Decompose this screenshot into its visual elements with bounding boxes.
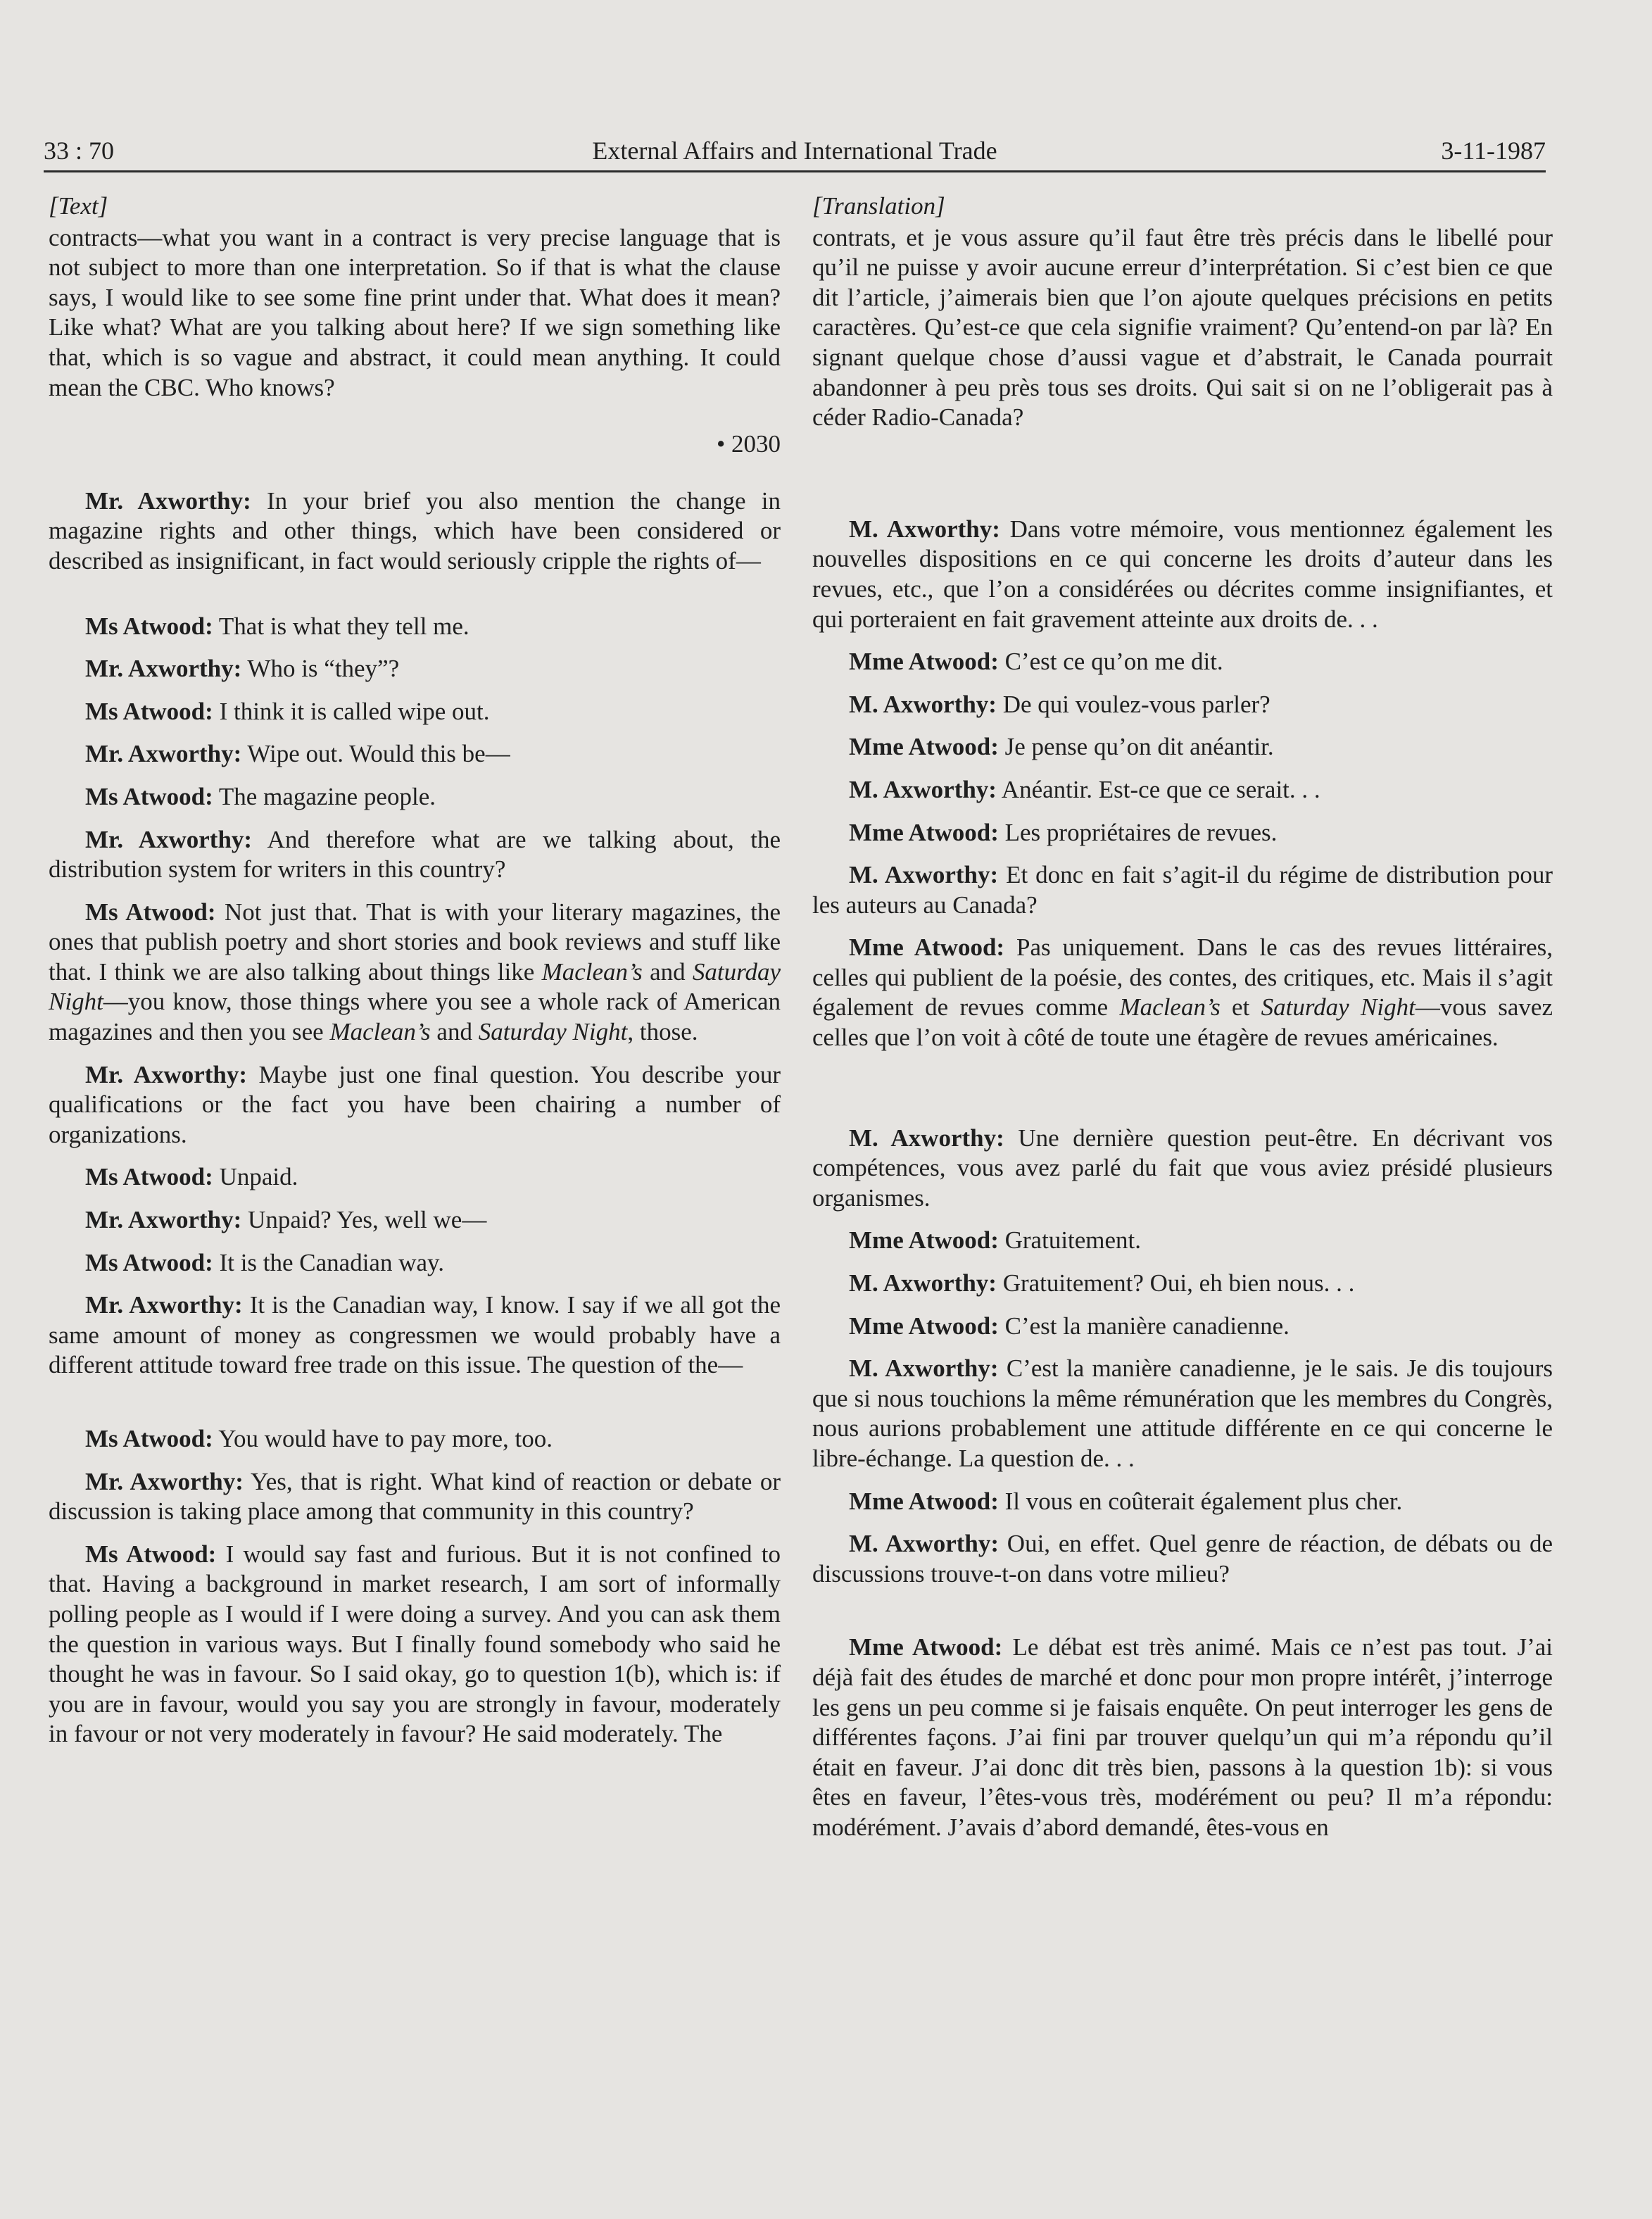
running-header bbox=[44, 134, 1546, 176]
speech-text: Wipe out. Would this be— bbox=[241, 740, 510, 768]
speech-text: Yes, that is right. What kind of reaction or debate or discussion is taking place among that community in this country? bbox=[49, 1467, 781, 1526]
speech-text: and bbox=[430, 1018, 479, 1046]
speech-text: I think it is called wipe out. bbox=[213, 697, 490, 725]
speech-axworthy bbox=[49, 654, 781, 684]
speech-axworthy bbox=[812, 1529, 1553, 1589]
speech-axworthy bbox=[49, 1060, 781, 1150]
speaker-label: Mr. Axworthy: bbox=[85, 1060, 248, 1088]
speech-text: Not just that. That is with your literary magazines, the ones that publish poetry and short stories and book reviews and stuff like that. I think we are also talking about things like bbox=[49, 898, 781, 986]
speech-text: It is the Canadian way, I know. I say if we all got the same amount of money as congressmen we would probably have a different attitude toward free trade on this issue. The question of the— bbox=[49, 1291, 781, 1379]
speaker-label: Mr. Axworthy: bbox=[85, 825, 253, 853]
speech-atwood bbox=[812, 1312, 1553, 1342]
document-date: 3-11-1987 bbox=[1441, 137, 1546, 165]
speaker-label: Mr. Axworthy: bbox=[85, 486, 251, 515]
speech-atwood bbox=[49, 1540, 781, 1749]
speech-text: Unpaid? Yes, well we— bbox=[241, 1206, 487, 1234]
speech-text: et bbox=[1220, 993, 1261, 1022]
speaker-label: M. Axworthy: bbox=[849, 515, 1000, 543]
speech-axworthy bbox=[812, 860, 1553, 920]
speaker-label: Mme Atwood: bbox=[849, 1312, 999, 1340]
speaker-label: Mme Atwood: bbox=[849, 1487, 999, 1515]
translation-marker: [Translation] bbox=[812, 192, 945, 220]
speech-axworthy bbox=[812, 1269, 1553, 1299]
speech-text: Who is “they”? bbox=[241, 655, 400, 683]
speech-text: Anéantir. Est-ce que ce serait. . . bbox=[996, 775, 1320, 803]
magazine-title: Maclean’s bbox=[329, 1018, 431, 1046]
speech-atwood bbox=[49, 697, 781, 727]
speaker-label: Ms Atwood: bbox=[85, 1425, 213, 1452]
speaker-label: Mr. Axworthy: bbox=[85, 1206, 242, 1234]
speech-text: Maybe just one final question. You describe your qualifications or the fact you have been chairing a number of organizations. bbox=[49, 1060, 781, 1148]
speech-atwood bbox=[812, 818, 1553, 848]
speaker-label: Ms Atwood: bbox=[85, 1163, 213, 1191]
speech-axworthy bbox=[49, 486, 781, 577]
speech-atwood bbox=[49, 898, 781, 1048]
speech-text: Je pense qu’on dit anéantir. bbox=[998, 733, 1274, 761]
timestamp: • 2030 bbox=[716, 430, 781, 458]
speech-atwood bbox=[49, 612, 781, 642]
speech-text: In your brief you also mention the change in magazine rights and other things, which have been considered or described as insignificant, in fact would seriously cripple the rights of— bbox=[49, 486, 781, 574]
speech-text: And therefore what are we talking about, the distribution system for writers in this country? bbox=[49, 825, 781, 884]
speech-atwood bbox=[49, 1424, 781, 1454]
speaker-label: Ms Atwood: bbox=[85, 782, 213, 810]
speaker-label: Mme Atwood: bbox=[849, 1226, 999, 1255]
speaker-label: Mr. Axworthy: bbox=[85, 1467, 244, 1495]
speech-text: Dans votre mémoire, vous mentionnez également les nouvelles dispositions en ce qui concerne les droits d’auteur dans les revues, etc., que l’on a considérées ou décrites comme insignifiantes, et qui porteraient en fait gravement atteinte aux droits de. . . bbox=[812, 515, 1553, 633]
speech-text: Unpaid. bbox=[213, 1163, 298, 1191]
speech-atwood bbox=[49, 782, 781, 812]
speaker-label: Mme Atwood: bbox=[849, 934, 1005, 962]
magazine-title: Maclean’s bbox=[541, 957, 643, 986]
paragraph: contrats, et je vous assure qu’il faut être très précis dans le libellé pour qu’il ne puisse y avoir aucune erreur d’interprétation. Si c’est bien ce que dit l’article, j’aimerais bien que l’on ajoute quelques précisions en petits caractères. Qu’est-ce que cela signifie vraiment? Qu’entend-on par là? En signant quelque chose d’aussi vague et d’abstrait, le Canada pourrait abandonner à peu près tous ses droits. Qui sait si on ne l’obligerait pas à céder Radio-Canada? bbox=[812, 223, 1553, 432]
speaker-label: M. Axworthy: bbox=[849, 1269, 997, 1297]
document-title: External Affairs and International Trade bbox=[592, 137, 997, 165]
magazine-title: Maclean’s bbox=[1119, 993, 1221, 1022]
header-rule bbox=[44, 170, 1546, 172]
speech-text: Oui, en effet. Quel genre de réaction, de débats ou de discussions trouve-t-on dans votre milieu? bbox=[812, 1530, 1553, 1588]
speech-axworthy bbox=[49, 1290, 781, 1381]
speaker-label: Mme Atwood: bbox=[849, 733, 999, 761]
speech-axworthy bbox=[812, 1124, 1553, 1214]
speaker-label: Ms Atwood: bbox=[85, 1248, 213, 1276]
speaker-label: M. Axworthy: bbox=[849, 775, 997, 803]
speech-atwood bbox=[812, 933, 1553, 1052]
speech-text: Gratuitement. bbox=[998, 1226, 1142, 1255]
speaker-label: Mme Atwood: bbox=[849, 648, 999, 676]
speaker-label: Mr. Axworthy: bbox=[85, 655, 242, 683]
speaker-label: Mr. Axworthy: bbox=[85, 1291, 243, 1319]
speech-text: Une dernière question peut-être. En décrivant vos compétences, vous avez parlé du fait que vous aviez présidé plusieurs organismes. bbox=[812, 1124, 1553, 1212]
speech-text: The magazine people. bbox=[213, 782, 436, 810]
speech-atwood bbox=[812, 732, 1553, 762]
speaker-label: Mme Atwood: bbox=[849, 818, 999, 846]
speech-text: Et donc en fait s’agit-il du régime de distribution pour les auteurs au Canada? bbox=[812, 861, 1553, 919]
speech-axworthy bbox=[49, 825, 781, 885]
speech-axworthy bbox=[812, 690, 1553, 720]
speech-axworthy bbox=[49, 1205, 781, 1236]
speaker-label: Mr. Axworthy: bbox=[85, 740, 242, 768]
speaker-label: Ms Atwood: bbox=[85, 898, 216, 926]
speech-text: Il vous en coûterait également plus cher. bbox=[998, 1487, 1403, 1515]
speech-text: —vous savez celles que l’on voit à côté de toute une étagère de revues américaines. bbox=[812, 993, 1553, 1052]
french-column bbox=[812, 191, 1553, 1843]
speaker-label: Mme Atwood: bbox=[849, 1633, 1003, 1661]
speech-text: C’est la manière canadienne, je le sais. Je dis toujours que si nous touchions la même rémunération que les membres du Congrès, nous aurions probablement une attitude différente en ce qui concerne le libre-échange. La question de. . . bbox=[812, 1354, 1553, 1472]
speaker-label: Ms Atwood: bbox=[85, 697, 213, 725]
speech-text: De qui voulez-vous parler? bbox=[996, 690, 1270, 718]
speech-text: It is the Canadian way. bbox=[213, 1248, 445, 1276]
magazine-title: Saturday Night bbox=[1261, 993, 1415, 1022]
speech-atwood bbox=[812, 1487, 1553, 1517]
speech-text: Les propriétaires de revues. bbox=[998, 818, 1278, 846]
page-number: 33 : 70 bbox=[44, 137, 115, 165]
speech-axworthy bbox=[812, 515, 1553, 634]
speech-axworthy bbox=[812, 1354, 1553, 1473]
speech-axworthy bbox=[812, 775, 1553, 805]
speech-atwood bbox=[49, 1162, 781, 1193]
speech-atwood bbox=[812, 1226, 1553, 1256]
speech-text: C’est la manière canadienne. bbox=[998, 1312, 1290, 1340]
speaker-label: Ms Atwood: bbox=[85, 1540, 217, 1568]
speech-text: Pas uniquement. Dans le cas des revues littéraires, celles qui publient de la poésie, des contes, des critiques, etc. Mais il s’agit également de revues comme bbox=[812, 934, 1553, 1022]
speech-axworthy bbox=[49, 1467, 781, 1527]
speaker-label: M. Axworthy: bbox=[849, 690, 997, 718]
speech-text: Gratuitement? Oui, eh bien nous. . . bbox=[996, 1269, 1355, 1297]
speaker-label: M. Axworthy: bbox=[849, 1354, 999, 1383]
speech-text: C’est ce qu’on me dit. bbox=[998, 648, 1223, 676]
speech-atwood bbox=[812, 1633, 1553, 1842]
speech-text: I would say fast and furious. But it is not confined to that. Having a background in market research, I am sort of informally polling people as I would if I were doing a survey. And you can ask them the question in various ways. But I finally found somebody who said he thought he was in favour. So I said okay, go to question 1(b), which is: if you are in favour, would you say you are strongly in favour, moderately in favour or not very moderately in favour? He said moderately. The bbox=[49, 1540, 781, 1748]
speaker-label: Ms Atwood: bbox=[85, 612, 213, 640]
magazine-title: Saturday Night bbox=[49, 957, 781, 1016]
speech-text: , those. bbox=[627, 1018, 698, 1046]
english-column bbox=[49, 191, 781, 1749]
speaker-label: M. Axworthy: bbox=[849, 1124, 1004, 1152]
speech-atwood bbox=[812, 647, 1553, 677]
speech-text: —you know, those things where you see a whole rack of American magazines and then you see bbox=[49, 988, 781, 1046]
speaker-label: M. Axworthy: bbox=[849, 861, 999, 889]
speech-text: You would have to pay more, too. bbox=[213, 1425, 553, 1452]
speech-atwood bbox=[49, 1248, 781, 1278]
text-marker: [Text] bbox=[49, 192, 108, 220]
paragraph: contracts—what you want in a contract is very precise language that is not subject to more than one interpretation. So if that is what the clause says, I would like to see some fine print under that. What does it mean? Like what? What are you talking about here? If we sign something like that, which is so vague and abstract, it could mean anything. It could mean the CBC. Who knows? bbox=[49, 223, 781, 401]
speaker-label: M. Axworthy: bbox=[849, 1530, 1000, 1558]
magazine-title: Saturday Night bbox=[478, 1018, 628, 1046]
speech-text: and bbox=[642, 957, 693, 986]
speech-text: That is what they tell me. bbox=[213, 612, 469, 640]
speech-axworthy bbox=[49, 739, 781, 769]
speech-text: Le débat est très animé. Mais ce n’est pas tout. J’ai déjà fait des études de marché et donc pour mon propre intérêt, j’interroge les gens un peu comme si je faisais enquête. On peut interroger les gens de différentes façons. J’ai fini par trouver quelqu’un qui m’a répondu qu’il était en faveur. J’ai donc dit très bien, passons à la question 1b): si vous êtes en faveur, l’êtes-vous très, modérément ou peu? Il m’a répondu: modérément. J’avais d’abord demandé, êtes-vous en bbox=[812, 1633, 1553, 1841]
